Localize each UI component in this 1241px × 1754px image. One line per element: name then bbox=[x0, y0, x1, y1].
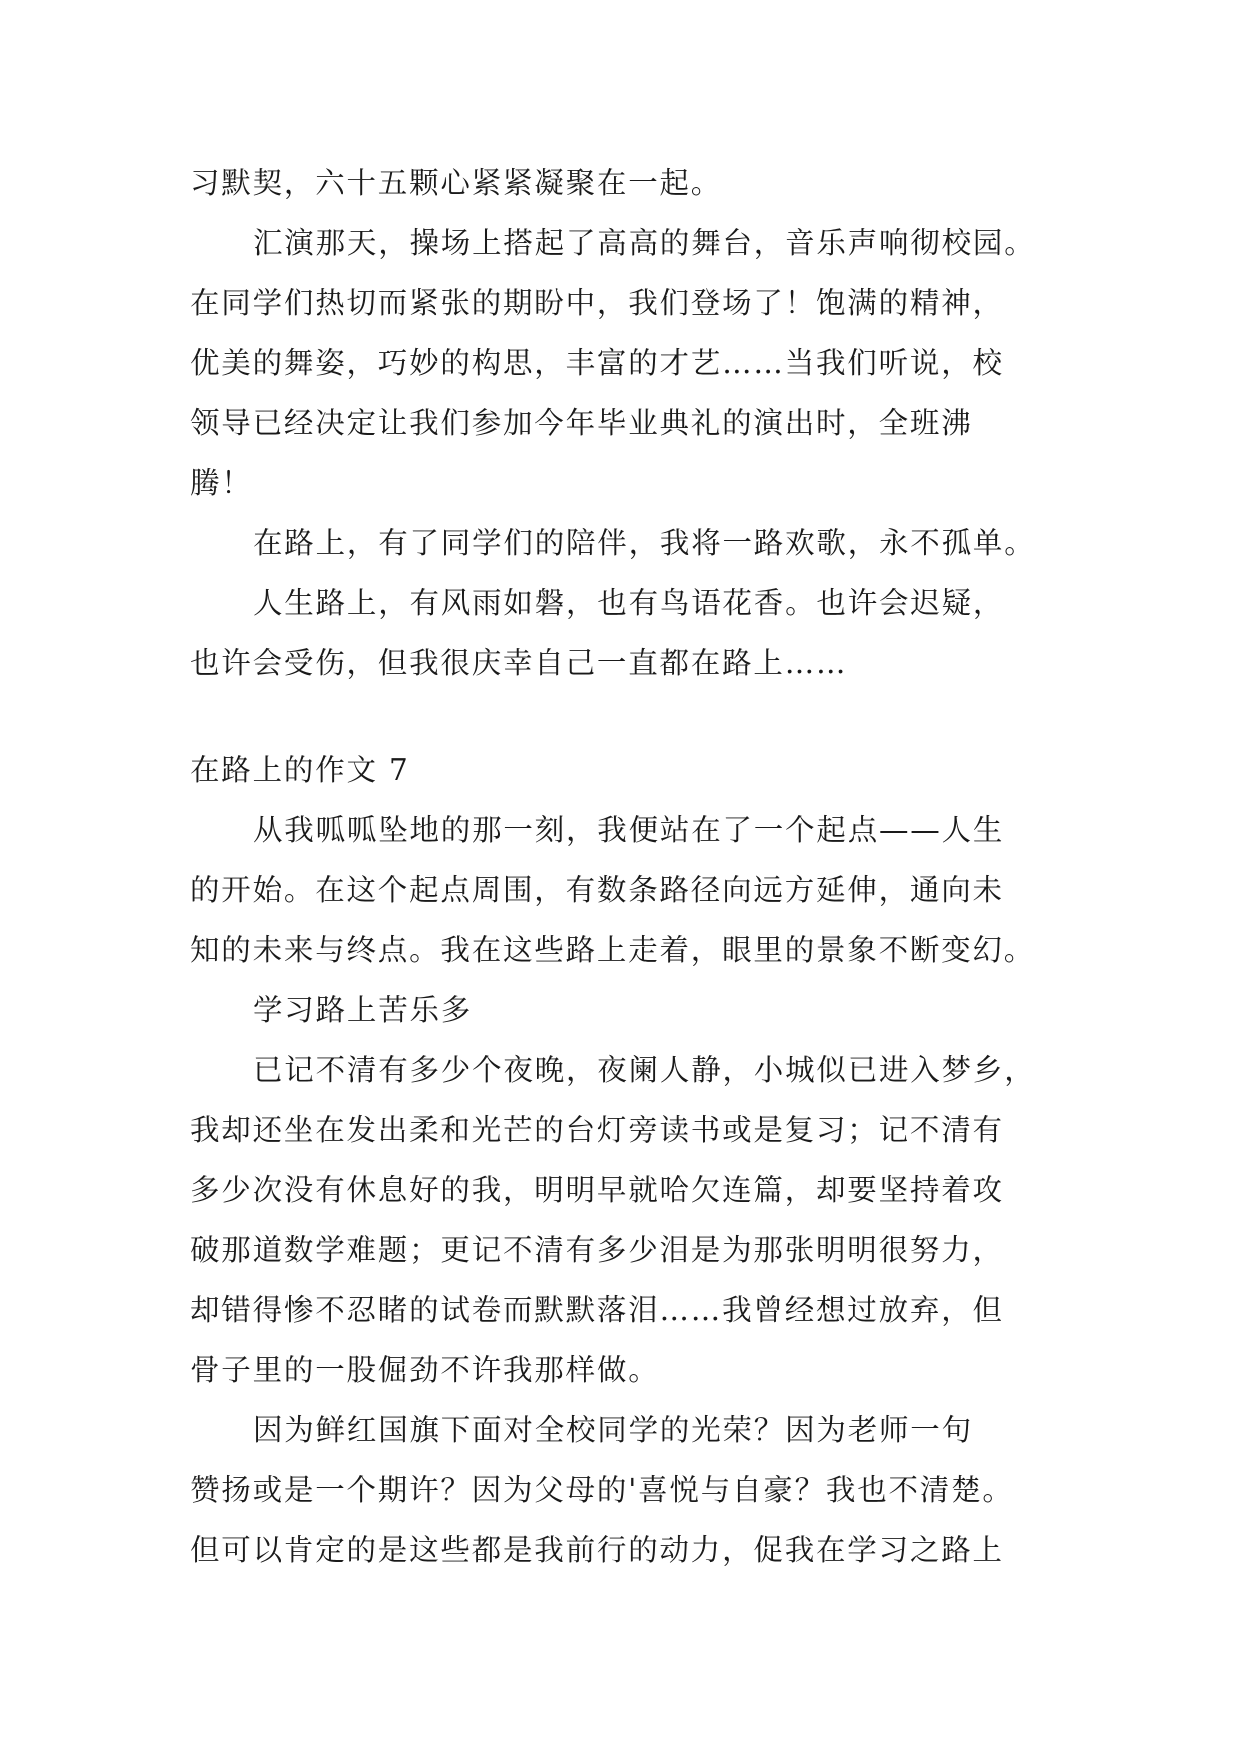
text-line: 在同学们热切而紧张的期盼中，我们登场了！饱满的精神， bbox=[190, 286, 1004, 320]
paragraph-first-line: 已记不清有多少个夜晚，夜阑人静，小城似已进入梦乡， bbox=[253, 1053, 1036, 1087]
text-line: 腾！ bbox=[190, 466, 253, 500]
paragraph-first-line: 在路上，有了同学们的陪伴，我将一路欢歌，永不孤单。 bbox=[253, 526, 1036, 560]
section-heading: 在路上的作文 7 bbox=[190, 753, 410, 787]
text-line: 知的未来与终点。我在这些路上走着，眼里的景象不断变幻。 bbox=[190, 933, 1036, 967]
paragraph-first-line: 从我呱呱坠地的那一刻，我便站在了一个起点——人生 bbox=[253, 813, 1005, 847]
text-line: 破那道数学难题；更记不清有多少泪是为那张明明很努力， bbox=[190, 1233, 1004, 1267]
text-line: 骨子里的一股倔劲不许我那样做。 bbox=[190, 1353, 660, 1387]
paragraph-first-line: 汇演那天，操场上搭起了高高的舞台，音乐声响彻校园。 bbox=[253, 226, 1036, 260]
text-line: 却错得惨不忍睹的试卷而默默落泪……我曾经想过放弃，但 bbox=[190, 1293, 1004, 1327]
text-line: 领导已经决定让我们参加今年毕业典礼的演出时，全班沸 bbox=[190, 406, 973, 440]
text-line: 的开始。在这个起点周围，有数条路径向远方延伸，通向未 bbox=[190, 873, 1004, 907]
subheading: 学习路上苦乐多 bbox=[253, 993, 473, 1027]
text-line: 我却还坐在发出柔和光芒的台灯旁读书或是复习；记不清有 bbox=[190, 1113, 1004, 1147]
text-line: 优美的舞姿，巧妙的构思，丰富的才艺……当我们听说，校 bbox=[190, 346, 1004, 380]
paragraph-first-line: 人生路上，有风雨如磐，也有鸟语花香。也许会迟疑， bbox=[253, 586, 1005, 620]
text-line: 习默契，六十五颗心紧紧凝聚在一起。 bbox=[190, 166, 723, 200]
text-line: 也许会受伤，但我很庆幸自己一直都在路上…… bbox=[190, 646, 848, 680]
text-line: 赞扬或是一个期许？因为父母的'喜悦与自豪？我也不清楚。 bbox=[190, 1473, 1014, 1507]
text-line: 多少次没有休息好的我，明明早就哈欠连篇，却要坚持着攻 bbox=[190, 1173, 1004, 1207]
text-line: 但可以肯定的是这些都是我前行的动力，促我在学习之路上 bbox=[190, 1533, 1004, 1567]
paragraph-first-line: 因为鲜红国旗下面对全校同学的光荣？因为老师一句 bbox=[253, 1413, 973, 1447]
